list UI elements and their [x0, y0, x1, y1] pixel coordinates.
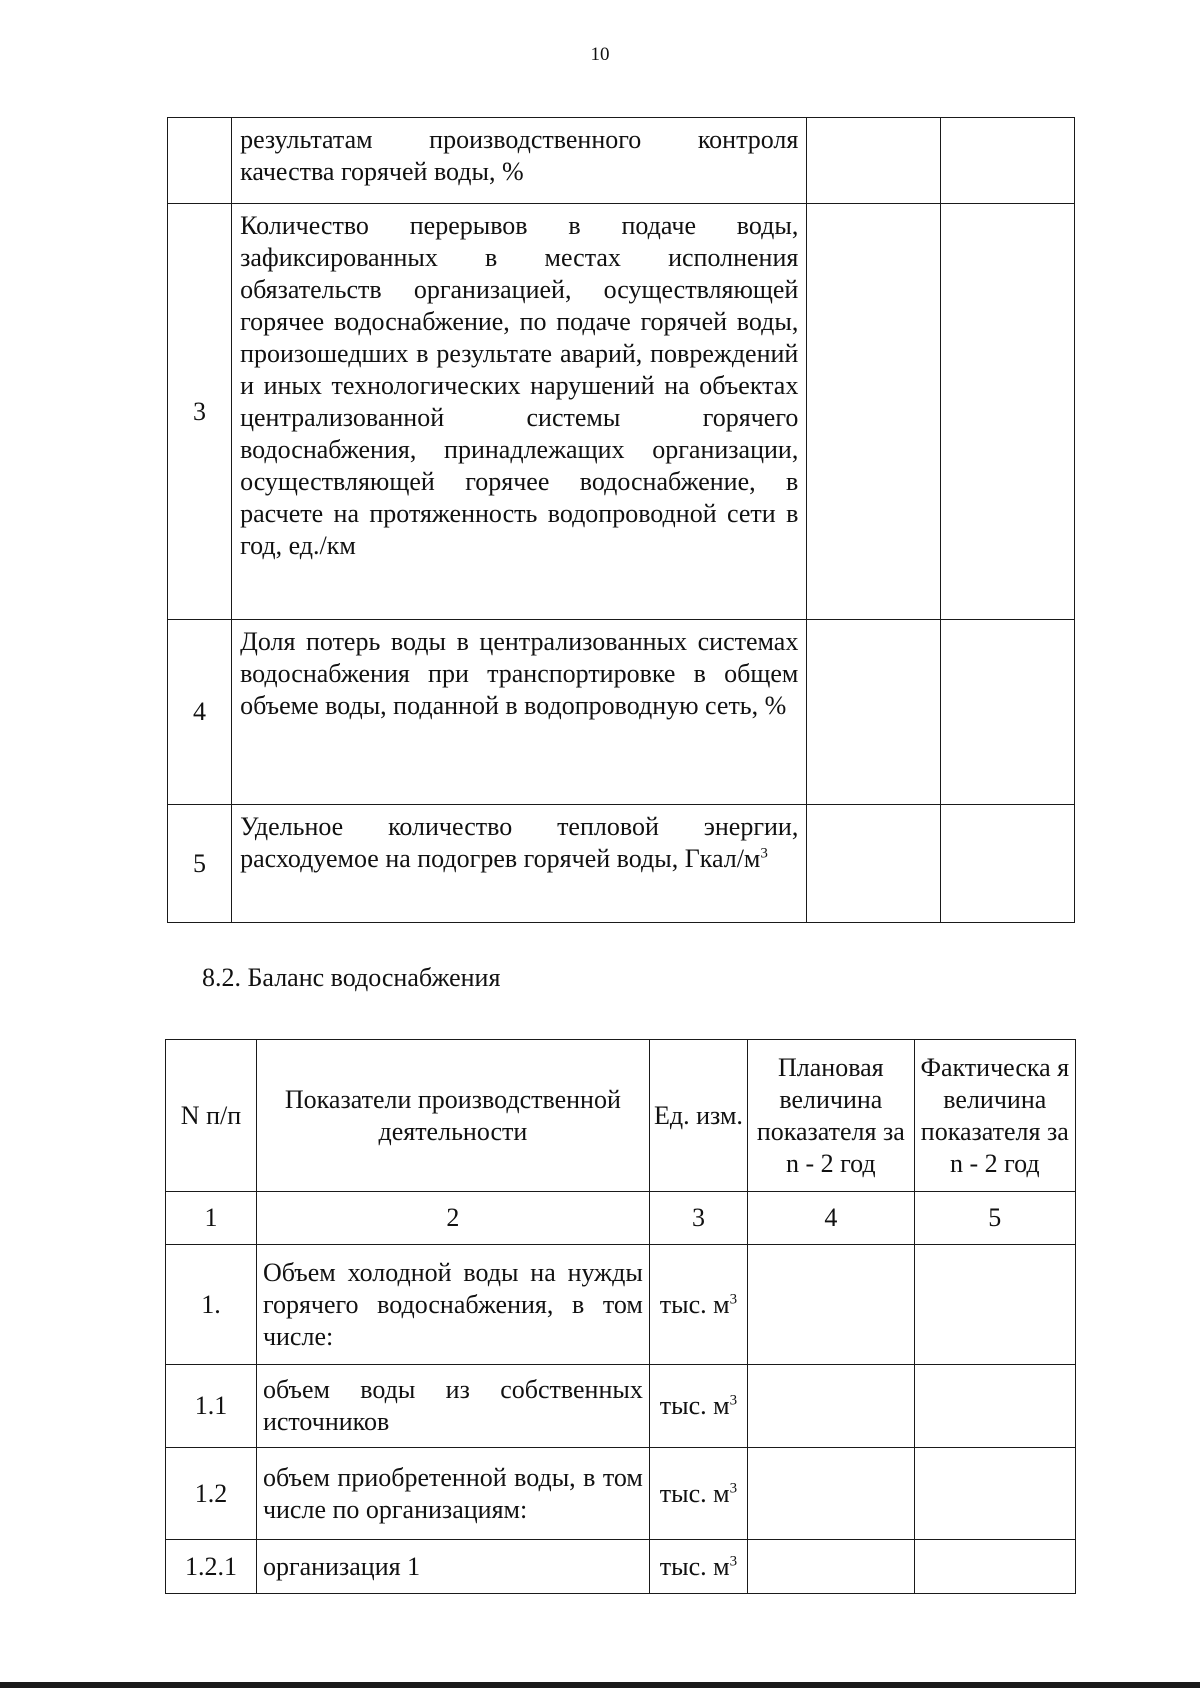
superscript: 3 [760, 845, 768, 862]
table-row [166, 1245, 1076, 1365]
actual-value-cell [914, 1448, 1075, 1540]
table-row [166, 1448, 1076, 1540]
row-description: объем приобретенной воды, в том числе по организациям: [256, 1448, 649, 1540]
planned-value-cell [807, 118, 941, 204]
header-unit: Ед. изм. [649, 1040, 747, 1192]
section-title: 8.2. Баланс водоснабжения [202, 963, 501, 992]
table-row [168, 620, 1075, 805]
row-number: 4 [168, 620, 232, 805]
unit-text: тыс. м [659, 1551, 730, 1581]
table-row [168, 805, 1075, 923]
superscript: 3 [729, 1392, 738, 1409]
row-number: 1.2.1 [166, 1540, 257, 1594]
row-description: организация 1 [256, 1540, 649, 1594]
row-number: 3 [168, 204, 232, 620]
bottom-border-line [0, 1682, 1200, 1688]
row-description: Доля потерь воды в централизованных системах водоснабжения при транспортировке в общем объеме воды, поданной в водопроводную сеть, % [232, 620, 807, 805]
row-number [168, 118, 232, 204]
unit-text: тыс. м [659, 1289, 730, 1319]
table-row [166, 1365, 1076, 1448]
unit-text: тыс. м [659, 1391, 730, 1420]
row-description: Объем холодной воды на нужды горячего водоснабжения, в том числе: [256, 1245, 649, 1365]
planned-value-cell [748, 1540, 915, 1594]
index-cell: 5 [914, 1192, 1075, 1245]
planned-value-cell [748, 1245, 915, 1365]
table-row [168, 204, 1075, 620]
row-unit [649, 1540, 747, 1594]
planned-value-cell [748, 1365, 915, 1448]
row-description: Количество перерывов в подаче воды, зафиксированных в местах исполнения обязательств организацией, осуществляющей горячее водоснабжение, по подаче горячей воды, произошедших в результате аварий, повреждений и иных технологических нарушений на объектах централизованной системы горячего водоснабжения, принадлежащих организации, осуществляющей горячее водоснабжение, в расчете на протяженность водопроводной сети в год, ед./км [232, 204, 807, 620]
actual-value-cell [941, 204, 1075, 620]
row-unit [649, 1245, 747, 1365]
index-cell: 2 [256, 1192, 649, 1245]
actual-value-cell [941, 805, 1075, 923]
table-row [166, 1540, 1076, 1594]
table-row [168, 118, 1075, 204]
row-description-text: Удельное количество тепловой энергии, расходуемое на подогрев горячей воды, Гкал/м [240, 812, 799, 873]
planned-value-cell [807, 620, 941, 805]
water-balance-table [165, 1039, 1076, 1594]
actual-value-cell [914, 1365, 1075, 1448]
index-row [166, 1192, 1076, 1245]
row-number: 1. [166, 1245, 257, 1365]
index-cell: 3 [649, 1192, 747, 1245]
row-description [232, 805, 807, 923]
row-unit [649, 1448, 747, 1540]
unit-text: тыс. м [659, 1478, 730, 1508]
indicators-table [167, 117, 1075, 923]
row-number: 1.1 [166, 1365, 257, 1448]
row-number: 5 [168, 805, 232, 923]
planned-value-cell [807, 805, 941, 923]
actual-value-cell [914, 1540, 1075, 1594]
superscript: 3 [729, 1290, 738, 1307]
header-planned: Плановая величина показателя за n - 2 год [748, 1040, 915, 1192]
planned-value-cell [748, 1448, 915, 1540]
superscript: 3 [729, 1479, 738, 1496]
row-description: результатам производственного контроля качества горячей воды, % [232, 118, 807, 204]
header-row [166, 1040, 1076, 1192]
index-cell: 1 [166, 1192, 257, 1245]
index-cell: 4 [748, 1192, 915, 1245]
row-number: 1.2 [166, 1448, 257, 1540]
planned-value-cell [807, 204, 941, 620]
header-indicator: Показатели производственной деятельности [256, 1040, 649, 1192]
superscript: 3 [729, 1552, 738, 1569]
actual-value-cell [941, 118, 1075, 204]
actual-value-cell [914, 1245, 1075, 1365]
row-unit [649, 1365, 747, 1448]
actual-value-cell [941, 620, 1075, 805]
header-number: N п/п [166, 1040, 257, 1192]
row-description: объем воды из собственных источников [256, 1365, 649, 1448]
header-actual: Фактическа я величина показателя за n - 2 год [914, 1040, 1075, 1192]
page-number: 10 [590, 44, 610, 65]
